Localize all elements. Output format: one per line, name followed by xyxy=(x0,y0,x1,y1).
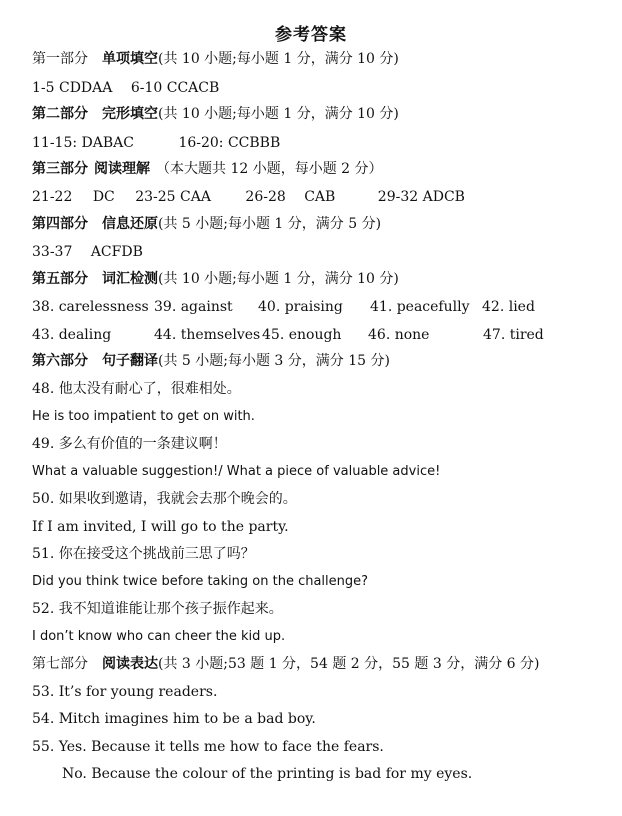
part2-heading xyxy=(32,105,399,123)
reading-answer: 53. It’s for young readers. xyxy=(32,684,218,700)
part3-answers xyxy=(32,188,465,206)
part3-answer: 29-32 ADCB xyxy=(377,189,465,205)
part6-name: 句子翻译 xyxy=(102,353,158,369)
vocab-answer: 47. tired xyxy=(483,327,544,343)
vocab-answer: 39. against xyxy=(154,299,233,315)
part4-answer: 33-37 xyxy=(32,244,73,260)
part4-answers xyxy=(32,243,143,261)
vocab-answer: 46. none xyxy=(368,327,430,343)
part2-name: 完形填空 xyxy=(102,106,158,122)
part3-number: 第三部分 xyxy=(32,161,88,177)
part1-answer: 1-5 CDDAA xyxy=(32,80,113,96)
vocab-answer: 45. enough xyxy=(262,327,342,343)
part3-heading xyxy=(32,160,383,178)
reading-answer: 55. Yes. Because it tells me how to face the fears. xyxy=(32,739,384,755)
part2-desc: (共 10 小题;每小题 1 分，满分 10 分) xyxy=(158,106,399,122)
part4-heading xyxy=(32,215,381,233)
part3-desc: （本大题共 12 小题，每小题 2 分） xyxy=(156,161,383,177)
translation-question: 52. 我不知道谁能让那个孩子振作起来。 xyxy=(32,601,283,617)
part4-desc: (共 5 小题;每小题 1 分，满分 5 分) xyxy=(158,216,382,232)
translation-answer: If I am invited, I will go to the party. xyxy=(32,519,289,535)
part7-heading xyxy=(32,655,539,673)
part1-heading xyxy=(32,50,399,68)
part3-name: 阅读理解 xyxy=(94,161,150,177)
part5-number: 第五部分 xyxy=(32,271,88,287)
part1-answer: 6-10 CCACB xyxy=(130,80,220,96)
part2-answer: 11-15: DABAC xyxy=(32,135,134,151)
translation-question: 51. 你在接受这个挑战前三思了吗？ xyxy=(32,546,255,562)
part4-number: 第四部分 xyxy=(32,216,88,232)
vocab-answer: 41. peacefully xyxy=(370,299,470,315)
part3-answer: 23-25 CAA xyxy=(135,189,211,205)
part6-heading xyxy=(32,352,390,370)
translation-answer: I don’t know who can cheer the kid up. xyxy=(32,629,286,644)
part6-number: 第六部分 xyxy=(32,353,88,369)
part2-answer: 16-20: CCBBB xyxy=(178,135,281,151)
part1-answers xyxy=(32,79,219,97)
vocab-answer: 42. lied xyxy=(482,299,535,315)
part7-desc: (共 3 小题;53 题 1 分，54 题 2 分，55 题 3 分，满分 6 分) xyxy=(158,656,540,672)
translation-answer: What a valuable suggestion!/ What a piece of valuable advice! xyxy=(32,464,441,479)
part2-answers xyxy=(32,134,280,152)
part4-name: 信息还原 xyxy=(102,216,158,232)
translation-answer: He is too impatient to get on with. xyxy=(32,409,255,424)
reading-answer: No. Because the colour of the printing is bad for my eyes. xyxy=(62,766,473,782)
vocab-answer: 44. themselves xyxy=(154,327,261,343)
part3-answer: DC xyxy=(92,189,115,205)
part7-number: 第七部分 xyxy=(32,656,88,672)
part3-answer: 26-28 xyxy=(245,189,286,205)
part5-desc: (共 10 小题;每小题 1 分，满分 10 分) xyxy=(158,271,399,287)
translation-question: 50. 如果收到邀请，我就会去那个晚会的。 xyxy=(32,491,297,507)
page-title: 参考答案 xyxy=(275,25,347,45)
vocab-answer: 40. praising xyxy=(258,299,343,315)
vocab-answer: 38. carelessness xyxy=(32,299,149,315)
part5-name: 词汇检测 xyxy=(102,271,158,287)
part1-name: 单项填空 xyxy=(102,51,158,67)
part4-answer: ACFDB xyxy=(90,244,143,260)
part3-answer: 21-22 xyxy=(32,189,73,205)
part1-number: 第一部分 xyxy=(32,51,88,67)
part3-answer: CAB xyxy=(304,189,336,205)
part6-desc: (共 5 小题;每小题 3 分，满分 15 分) xyxy=(158,353,390,369)
translation-question: 48. 他太没有耐心了，很难相处。 xyxy=(32,381,241,397)
part1-desc: (共 10 小题;每小题 1 分，满分 10 分) xyxy=(158,51,399,67)
part2-number: 第二部分 xyxy=(32,106,88,122)
translation-answer: Did you think twice before taking on the challenge? xyxy=(32,574,369,589)
vocab-answer: 43. dealing xyxy=(32,327,112,343)
part5-heading xyxy=(32,270,399,288)
translation-question: 49. 多么有价值的一条建议啊！ xyxy=(32,436,227,452)
part7-name: 阅读表达 xyxy=(102,656,158,672)
reading-answer: 54. Mitch imagines him to be a bad boy. xyxy=(32,711,316,727)
